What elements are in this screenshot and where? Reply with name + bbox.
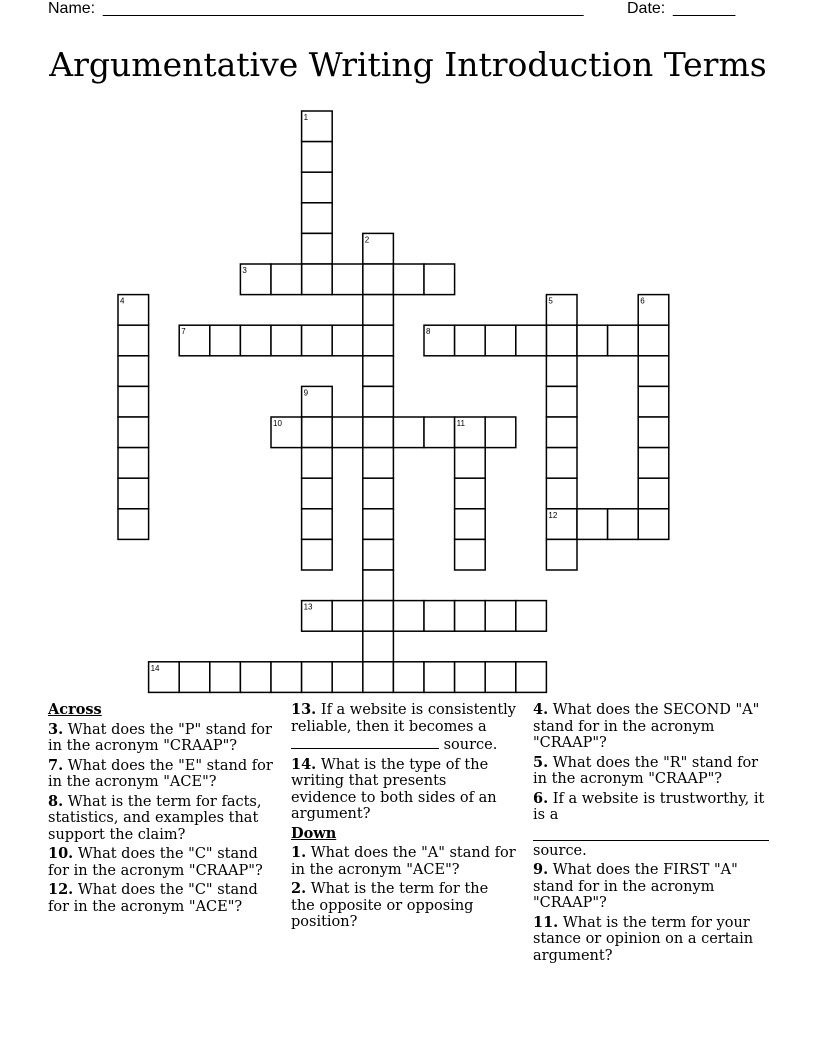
clue-across-14	[291, 757, 516, 823]
clue-text: What does the "C" stand for in the acronym "ACE"?	[48, 882, 258, 915]
crossword-cell[interactable]	[332, 417, 363, 448]
clue-across-3	[48, 722, 273, 755]
crossword-cell[interactable]	[332, 662, 363, 693]
crossword-cell[interactable]	[363, 478, 394, 509]
clue-across-7	[48, 758, 273, 791]
clue-text: What is the term for your stance or opinion on a certain argument?	[533, 914, 754, 964]
crossword-cell[interactable]	[516, 662, 547, 693]
crossword-cell[interactable]	[363, 325, 394, 356]
crossword-cell[interactable]	[363, 509, 394, 540]
crossword-cell[interactable]	[455, 478, 486, 509]
crossword-cell[interactable]	[302, 203, 333, 234]
crossword-cell[interactable]	[210, 325, 241, 356]
cell-number: 1	[303, 113, 309, 122]
crossword-cell[interactable]	[516, 601, 547, 632]
crossword-cell[interactable]	[638, 386, 669, 417]
crossword-cell[interactable]	[302, 264, 333, 295]
cell-number: 5	[548, 296, 553, 306]
crossword-cell[interactable]	[485, 601, 516, 632]
crossword-cell[interactable]	[302, 172, 333, 203]
crossword-cell[interactable]	[546, 386, 577, 417]
crossword-cell[interactable]	[638, 478, 669, 509]
clue-text-end: source.	[533, 842, 587, 859]
clue-down-6	[533, 791, 769, 860]
cell-number: 8	[426, 327, 431, 337]
name-blank[interactable]: ______________________________________________________	[103, 0, 584, 17]
crossword-cell[interactable]	[302, 233, 333, 264]
clue-text: If a website is trustworthy, it is a	[533, 790, 765, 823]
clue-text-end: source.	[443, 737, 498, 753]
cell-number: 12	[548, 510, 558, 520]
crossword-cell[interactable]	[363, 295, 394, 326]
clue-text: What does the FIRST "A" stand for in the acronym "CRAAP"?	[533, 862, 738, 911]
crossword-cell[interactable]	[118, 478, 149, 509]
crossword-cell[interactable]	[455, 325, 486, 356]
clue-down-2	[291, 881, 516, 931]
crossword-cell[interactable]	[118, 325, 149, 356]
crossword-cell[interactable]	[118, 386, 149, 417]
crossword-cell[interactable]	[363, 448, 394, 479]
clue-across-13	[291, 702, 516, 754]
crossword-cell[interactable]	[455, 539, 486, 570]
crossword-cell[interactable]	[363, 662, 394, 693]
cell-number: 14	[150, 663, 160, 673]
crossword-cell[interactable]	[302, 142, 333, 173]
crossword-cell[interactable]	[638, 448, 669, 479]
clue-text: What does the "P" stand for in the acronym "CRAAP"?	[48, 721, 272, 754]
clue-number: 10.	[48, 845, 74, 862]
crossword-cell[interactable]	[240, 325, 271, 356]
clue-across-12	[48, 882, 273, 915]
cell-number: 4	[120, 296, 125, 306]
crossword-cell[interactable]	[546, 539, 577, 570]
crossword-cell[interactable]	[393, 264, 424, 295]
clue-down-9	[533, 862, 769, 912]
crossword-cell[interactable]	[546, 356, 577, 387]
name-label: Name:	[48, 0, 96, 17]
crossword-cell[interactable]	[302, 448, 333, 479]
clues-column-3	[533, 702, 769, 967]
crossword-cell[interactable]	[393, 417, 424, 448]
crossword-cell[interactable]	[363, 631, 394, 662]
clue-text: What does the SECOND "A" stand for in the acronym "CRAAP"?	[533, 702, 760, 751]
clue-text: What does the "R" stand for in the acronym "CRAAP"?	[533, 754, 759, 787]
crossword-cell[interactable]	[638, 417, 669, 448]
crossword-cell[interactable]	[271, 662, 302, 693]
crossword-cell[interactable]	[546, 417, 577, 448]
clue-number: 2.	[291, 880, 307, 897]
crossword-cell[interactable]	[485, 325, 516, 356]
crossword-cell[interactable]	[485, 417, 516, 448]
crossword-cell[interactable]	[302, 509, 333, 540]
crossword-cell[interactable]	[577, 509, 608, 540]
date-blank[interactable]: _______	[673, 0, 736, 17]
crossword-cell[interactable]	[424, 417, 455, 448]
crossword-cell[interactable]	[363, 417, 394, 448]
crossword-cell[interactable]	[546, 448, 577, 479]
crossword-cell[interactable]	[424, 601, 455, 632]
clue-text: What is the term for facts, statistics, and examples that support the claim?	[48, 793, 262, 843]
crossword-cell[interactable]	[363, 386, 394, 417]
down-heading: Down	[291, 824, 337, 842]
crossword-cell[interactable]	[332, 325, 363, 356]
clue-number: 7.	[48, 756, 64, 774]
date-label: Date:	[627, 0, 666, 17]
answer-blank	[533, 824, 769, 841]
crossword-cell[interactable]	[546, 325, 577, 356]
clue-number: 12.	[48, 881, 74, 898]
clue-number: 4.	[533, 701, 549, 718]
cell-number: 11	[456, 419, 465, 428]
cell-number: 9	[303, 388, 309, 398]
crossword-cell[interactable]	[302, 539, 333, 570]
cell-number: 7	[181, 327, 186, 337]
cell-number: 6	[640, 296, 645, 306]
clue-text: What does the "C" stand for in the acronym "CRAAP"?	[48, 846, 263, 879]
clue-down-11	[533, 915, 769, 965]
crossword-cell[interactable]	[608, 509, 639, 540]
crossword-cell[interactable]	[485, 662, 516, 693]
cell-number: 10	[273, 419, 282, 428]
crossword-cell[interactable]	[240, 662, 271, 693]
clues-column-2	[291, 702, 516, 934]
crossword-cell[interactable]	[455, 448, 486, 479]
clues-column-1	[48, 702, 273, 918]
crossword-cell[interactable]	[424, 264, 455, 295]
crossword-cell[interactable]	[210, 662, 241, 693]
across-heading: Across	[48, 701, 102, 718]
clue-text: What is the type of the writing that presents evidence to both sides of an argument?	[291, 756, 497, 822]
cell-number: 2	[364, 235, 370, 245]
clue-number: 11.	[533, 913, 559, 931]
crossword-cell[interactable]	[363, 264, 394, 295]
cell-number: 13	[303, 602, 313, 612]
clue-text: What does the "A" stand for in the acronym "ACE"?	[291, 845, 516, 878]
crossword-cell[interactable]	[455, 662, 486, 693]
crossword-cell[interactable]	[638, 356, 669, 387]
crossword-cell[interactable]	[638, 325, 669, 356]
clue-number: 5.	[533, 753, 549, 771]
crossword-cell[interactable]	[118, 509, 149, 540]
crossword-cell[interactable]	[271, 325, 302, 356]
crossword-cell[interactable]	[546, 478, 577, 509]
crossword-cell[interactable]	[393, 601, 424, 632]
clue-number: 13.	[291, 701, 317, 718]
crossword-cell[interactable]	[363, 601, 394, 632]
crossword-cell[interactable]	[363, 356, 394, 387]
crossword-cell[interactable]	[302, 478, 333, 509]
crossword-cell[interactable]	[302, 662, 333, 693]
page-title: Argumentative Writing Introduction Terms	[49, 45, 767, 84]
clue-number: 6.	[533, 789, 549, 807]
crossword-cell[interactable]	[271, 264, 302, 295]
crossword-cell[interactable]	[363, 570, 394, 601]
crossword-cell[interactable]	[302, 325, 333, 356]
cell-number: 3	[242, 266, 247, 275]
crossword-cell[interactable]	[363, 539, 394, 570]
clue-text: What does the "E" stand for in the acronym "ACE"?	[48, 757, 273, 790]
crossword-cell[interactable]	[118, 417, 149, 448]
crossword-cell[interactable]	[332, 601, 363, 632]
clue-text: If a website is consistently reliable, then it becomes a	[291, 702, 516, 735]
crossword-cell[interactable]	[332, 264, 363, 295]
crossword-cell[interactable]	[577, 325, 608, 356]
clue-down-5	[533, 755, 769, 788]
crossword-cell[interactable]	[179, 662, 210, 693]
clue-number: 3.	[48, 720, 64, 738]
clue-number: 1.	[291, 844, 307, 861]
clue-across-8	[48, 794, 273, 844]
clue-down-4	[533, 702, 769, 752]
clue-number: 14.	[291, 755, 317, 773]
answer-blank	[291, 735, 439, 749]
crossword-cell[interactable]	[424, 662, 455, 693]
crossword-cell[interactable]	[608, 325, 639, 356]
crossword-cell[interactable]	[393, 662, 424, 693]
crossword-cell[interactable]	[302, 417, 333, 448]
clue-number: 9.	[533, 861, 549, 878]
crossword-cell[interactable]	[638, 509, 669, 540]
crossword-cell[interactable]	[118, 356, 149, 387]
clue-across-10	[48, 846, 273, 879]
clue-number: 8.	[48, 792, 64, 810]
clue-down-1	[291, 845, 516, 878]
clue-text: What is the term for the the opposite or opposing position?	[291, 881, 489, 930]
crossword-cell[interactable]	[118, 448, 149, 479]
crossword-cell[interactable]	[455, 509, 486, 540]
crossword-cell[interactable]	[516, 325, 547, 356]
crossword-cell[interactable]	[455, 601, 486, 632]
